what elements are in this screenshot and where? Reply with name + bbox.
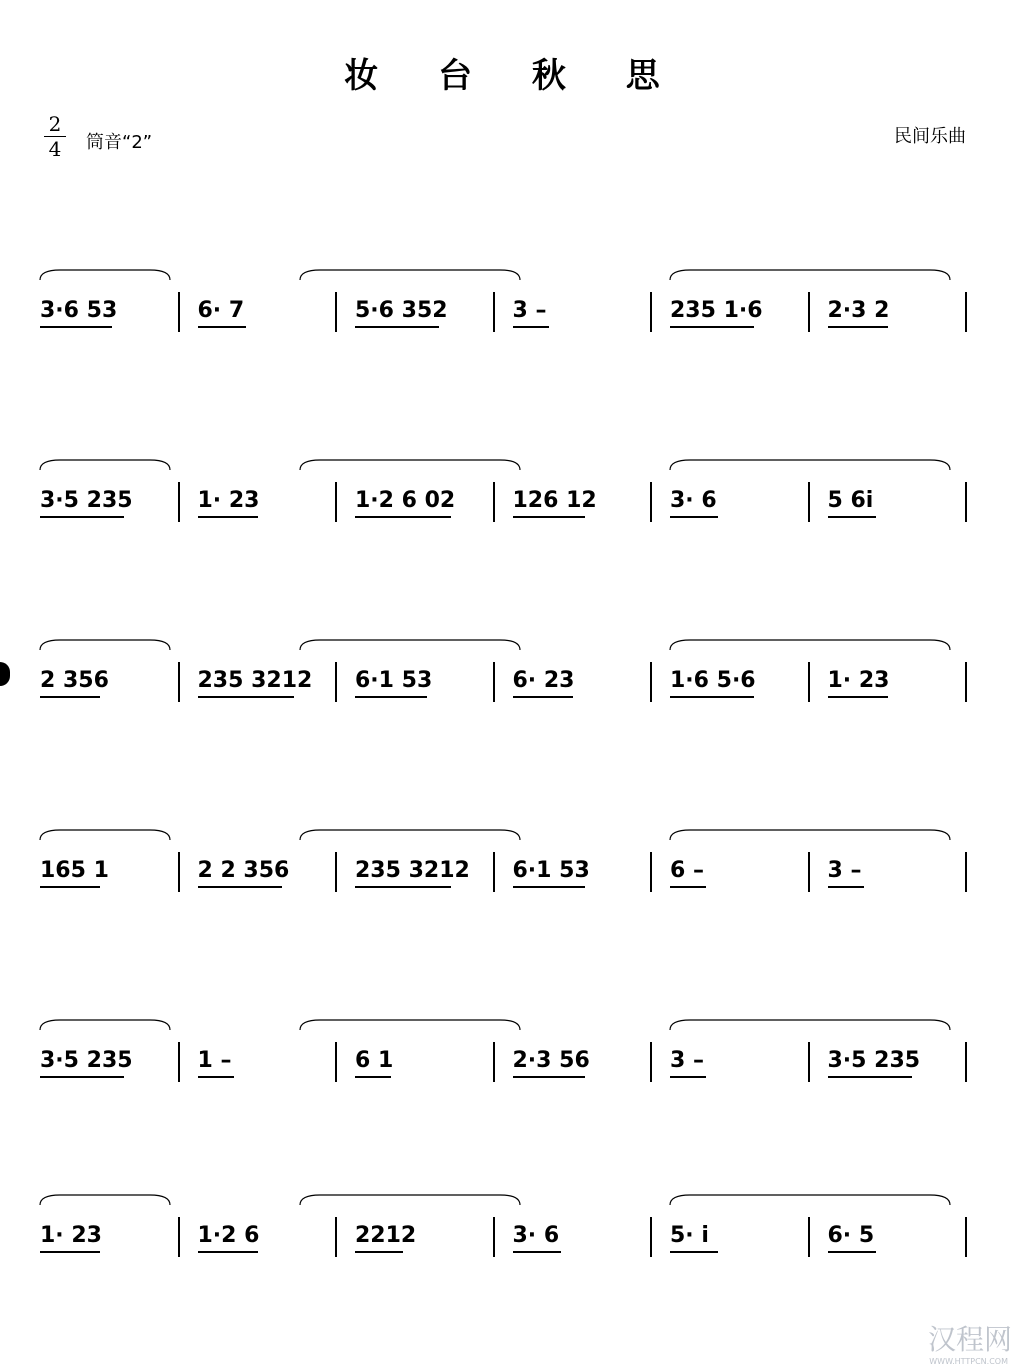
bar-line [335,852,337,892]
beam-underline [198,326,246,328]
measure-notes: 2 2 356 [197,858,290,883]
bar-line [965,662,967,702]
time-signature-top: 2 [48,112,62,136]
bar-line [335,662,337,702]
measure-notes: 1·6 5·6 [670,668,756,693]
bar-line [650,292,652,332]
bar-line [493,482,495,522]
measure-notes: 6 – [670,858,704,883]
measure-notes: 235 3212 [197,668,313,693]
measure-notes: 1· 23 [197,488,260,513]
beam-underline [198,1251,258,1253]
beam-underline [670,696,754,698]
slur [40,640,170,650]
measure-notes: 3 – [512,298,547,323]
notation-line [0,830,1028,910]
measure-notes: 2·3 2 [827,298,890,323]
beam-underline [355,886,451,888]
slur [300,270,520,280]
slur [40,830,170,840]
measure-notes: 1·2 6 [197,1223,260,1248]
beam-underline [355,696,427,698]
beam-underline [513,1076,585,1078]
bar-line [650,1217,652,1257]
beam-underline [40,1076,124,1078]
bar-line [965,1217,967,1257]
beam-underline [513,516,585,518]
beam-underline [670,886,706,888]
measure-notes: 2212 [355,1223,417,1248]
bar-line [493,852,495,892]
watermark-url: WWW.HTTPCN.COM [929,1357,1008,1366]
beam-underline [670,516,718,518]
measure-notes: 3 – [670,1048,704,1073]
slur [300,830,520,840]
beam-underline [40,326,112,328]
bar-line [650,482,652,522]
measure-notes: 126 12 [512,488,597,513]
slur [670,270,950,280]
measure-notes: 2 356 [40,668,109,693]
bar-line [493,1217,495,1257]
measure-notes: 5· i [670,1223,709,1248]
beam-underline [828,516,876,518]
measure-notes: 6·1 53 [512,858,590,883]
measure-notes: 2·3 56 [512,1048,590,1073]
bar-line [965,1042,967,1082]
notation-line [0,1020,1028,1100]
bar-line [335,1042,337,1082]
beam-underline [355,326,439,328]
measure-sequence [30,1042,975,1082]
slur [300,460,520,470]
slur [670,1020,950,1030]
bar-line [335,292,337,332]
slur [40,270,170,280]
bar-line [178,1217,180,1257]
beam-underline [198,516,258,518]
notation-line [0,460,1028,540]
bar-line [808,482,810,522]
slur [300,640,520,650]
measure-notes: 3· 6 [670,488,717,513]
measure-notes: 1·2 6 02 [355,488,456,513]
bar-line [335,1217,337,1257]
slur [300,1195,520,1205]
bar-line [650,852,652,892]
notation-line [0,1195,1028,1275]
beam-underline [513,696,573,698]
bar-line [808,852,810,892]
time-signature-bottom: 4 [48,137,62,161]
beam-underline [40,1251,100,1253]
measure-notes: 1· 23 [40,1223,102,1248]
bar-line [965,292,967,332]
bar-line [335,482,337,522]
bar-line [493,662,495,702]
measure-sequence [30,662,975,702]
slur [40,460,170,470]
beam-underline [828,696,888,698]
beam-underline [198,696,294,698]
measure-notes: 6· 5 [827,1223,875,1248]
bar-line [808,662,810,702]
slur [670,640,950,650]
bar-line [808,1217,810,1257]
measure-notes: 6 1 [355,1048,394,1073]
slur [300,1020,520,1030]
slur [670,830,950,840]
key-label: 筒音“2” [86,132,153,153]
bar-line [650,662,652,702]
slur [670,460,950,470]
beam-underline [828,886,864,888]
measure-notes: 3 – [827,858,862,883]
beam-underline [670,1076,706,1078]
beam-underline [670,326,754,328]
beam-underline [513,1251,561,1253]
measure-notes: 1· 23 [827,668,890,693]
bar-line [493,1042,495,1082]
measure-notes: 5·6 352 [355,298,448,323]
beam-underline [40,886,100,888]
measure-notes: 3·5 235 [40,1048,133,1073]
bar-line [808,1042,810,1082]
slur [40,1195,170,1205]
measure-sequence [30,852,975,892]
measure-sequence [30,1217,975,1257]
measure-notes: 235 1·6 [670,298,763,323]
notation-line [0,270,1028,350]
bar-line [965,482,967,522]
measure-sequence [30,292,975,332]
bar-line [493,292,495,332]
beam-underline [198,886,282,888]
bar-line [178,292,180,332]
measure-notes: 235 3212 [355,858,470,883]
bar-line [178,1042,180,1082]
measure-notes: 3·5 235 [827,1048,921,1073]
beam-underline [40,696,100,698]
beam-underline [40,516,124,518]
beam-underline [355,1076,391,1078]
measure-notes: 6· 23 [512,668,575,693]
bar-line [808,292,810,332]
measure-sequence [30,482,975,522]
beam-underline [198,1076,234,1078]
measure-notes: 165 1 [40,858,109,883]
measure-notes: 6· 7 [197,298,245,323]
page-title: 妆 台 秋 思 [344,56,684,96]
beam-underline [828,1251,876,1253]
watermark: 汉程网 [927,1323,1012,1356]
bar-line [178,482,180,522]
beam-underline [355,516,451,518]
measure-notes: 3· 6 [512,1223,560,1248]
measure-notes: 1 – [197,1048,232,1073]
beam-underline [828,326,888,328]
measure-notes: 5 6i [827,488,874,513]
beam-underline [670,1251,718,1253]
notation-line [0,640,1028,720]
bar-line [965,852,967,892]
beam-underline [355,1251,403,1253]
measure-notes: 6·1 53 [355,668,433,693]
slur [670,1195,950,1205]
slur [40,1020,170,1030]
measure-notes: 3·6 53 [40,298,118,323]
composer-label: 民间乐曲 [894,126,966,147]
measure-notes: 3·5 235 [40,488,133,513]
beam-underline [828,1076,912,1078]
beam-underline [513,886,585,888]
beam-underline [513,326,549,328]
bar-line [178,852,180,892]
bar-line [650,1042,652,1082]
bar-line [178,662,180,702]
time-signature [44,114,66,159]
